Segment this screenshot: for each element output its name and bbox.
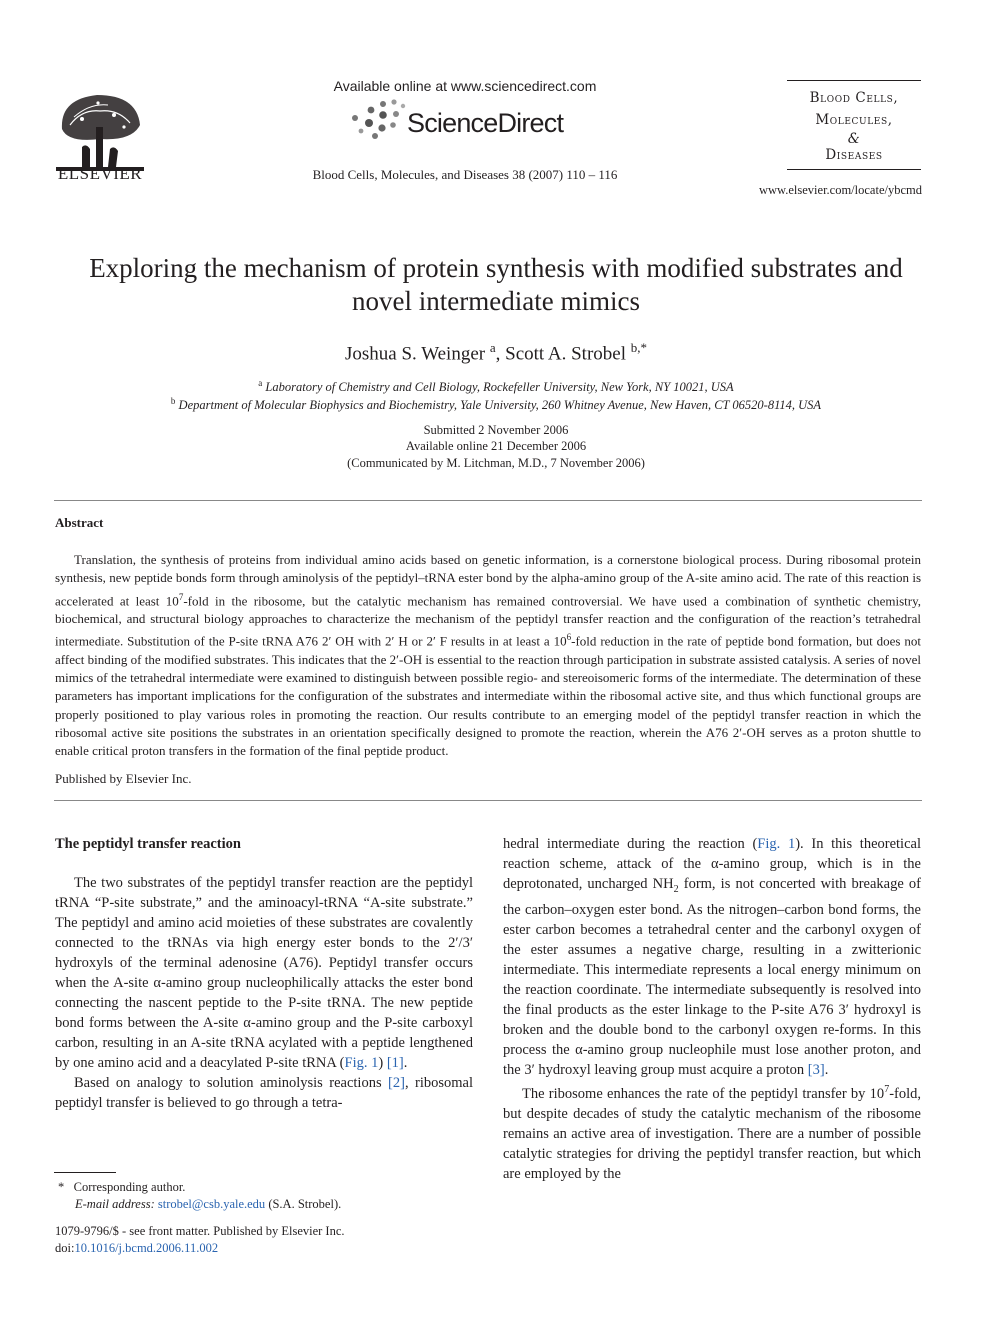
footnote-text: Corresponding author.	[73, 1180, 186, 1194]
divider-bottom	[54, 800, 922, 801]
affil-mark: b	[170, 396, 176, 406]
author-affil-mark: b,*	[630, 340, 647, 355]
figure-link[interactable]: Fig. 1	[344, 1055, 379, 1071]
communicated-line: (Communicated by M. Litchman, M.D., 7 November 2006)	[347, 456, 645, 470]
body-text: form, is not concerted with breakage of the carbon–oxygen ester bond. As the nitrogen–carbon bond forms, the ester carbon becomes a tetrahedral center and the carbonyl oxygen of the ester assumes a negative charge, resulting in a zwitterionic intermediate. This intermediate represents a local energy minimum on the reaction coordinate. The intermediate subsequently is resolved into the final products as the ester linkage to the P-site A76 3′ hydroxyl is broken and the double bond to the carbonyl oxygen re-forms. In this process the α-amino group nucleophile must lose another proton, and the 3′ hydroxyl leaving group must acquire a proton	[503, 876, 921, 1078]
affil-mark: a	[258, 378, 263, 388]
right-column	[503, 834, 921, 1184]
body-text: )	[378, 1055, 387, 1071]
figure-link[interactable]: Fig. 1	[757, 836, 796, 852]
reference-link[interactable]: [3]	[807, 1061, 825, 1078]
available-online-text: Available online at www.sciencedirect.com	[333, 78, 597, 94]
author-separator: ,	[495, 343, 506, 365]
journal-url-link[interactable]: www.elsevier.com/locate/ybcmd	[758, 183, 922, 197]
email-owner: (S.A. Strobel).	[265, 1196, 342, 1211]
affil-text: Laboratory of Chemistry and Cell Biology, Rockefeller University, New York, NY 10021, USA	[265, 380, 734, 395]
issn-line: 1079-9796/$ - see front matter. Published by Elsevier Inc.	[55, 1224, 345, 1238]
publisher-name: ELSEVIER	[57, 164, 143, 183]
section-heading: The peptidyl transfer reaction	[55, 836, 241, 852]
author-list	[40, 340, 952, 365]
journal-line-2: Molecules,	[815, 112, 893, 128]
footnote-mark: *	[58, 1180, 65, 1194]
body-text: The two substrates of the peptidyl transfer reaction are the peptidyl tRNA “P-site substrate,” and the aminoacyl-tRNA “A-site substrate.” The peptidyl and amino acid moieties of these substrates are covalently connected to the tRNAs via high energy ester bonds to the 2′/3′ hydroxyls of the terminal adenosine (A76). Peptidyl transfer occurs when the A-site α-amino group nucleophilically attacks the ester bond connecting the nascent peptide to the P-site tRNA. The new peptide bond forms between the A-site α-amino group and the P-site carboxyl carbon, resulting in an A-site tRNA acylated with a peptide lengthened by one amino acid and a deacylated P-site tRNA (	[55, 875, 473, 1071]
author-name: Scott A. Strobel	[505, 343, 626, 365]
abstract-body	[55, 551, 921, 760]
abstract-text: -fold reduction in the rate of peptide bond formation, but does not affect binding of the modified substrates. This indicates that the 2′-OH is essential to the reaction through participation in substrate assisted catalysis. A series of novel mimics of the tetrahedral intermediate were examined to distinguish between possible regio- and stereoisomeric forms of the intermediate. The determination of these parameters has important implications for the configuration of the substrates and intermediate within the ribosomal active site, and thus which functional groups are properly positioned to play various roles in promoting the reaction. Our results contribute to an emerging model of the peptidyl transfer reaction in which the ribosomal active site positions the substrates in an orientation specifically designed to promote the reaction, wherein the A76 2′-OH serves as a proton shuttle to enable critical proton transfers in the formation of the final peptide product.	[55, 633, 921, 759]
body-text: The ribosome enhances the rate of the peptidyl transfer by 10	[522, 1085, 885, 1102]
body-paragraph	[55, 873, 473, 1073]
body-text: Based on analogy to solution aminolysis reactions	[74, 1075, 389, 1091]
email-label: E-mail address:	[75, 1196, 155, 1211]
reference-link[interactable]: [2]	[388, 1075, 405, 1091]
abstract-sup: 6	[566, 632, 572, 643]
sciencedirect-wordmark: ScienceDirect	[407, 108, 564, 138]
left-column	[55, 834, 473, 1113]
email-link[interactable]: strobel@csb.yale.edu	[157, 1196, 266, 1211]
journal-logo	[787, 80, 921, 170]
title-line-1: Exploring the mechanism of protein synthesis with modified substrates and	[89, 253, 903, 283]
body-paragraph	[55, 1073, 473, 1113]
abstract-sup: 7	[178, 591, 184, 602]
journal-line-4: Diseases	[825, 147, 883, 163]
journal-line-1: Blood Cells,	[809, 90, 899, 106]
body-text: .	[824, 1061, 829, 1078]
published-by: Published by Elsevier Inc.	[55, 771, 192, 786]
divider-top	[54, 500, 922, 501]
article-title	[40, 252, 952, 318]
journal-citation: Blood Cells, Molecules, and Diseases 38 (2007) 110 – 116	[312, 167, 618, 182]
affiliation-b	[40, 396, 952, 413]
body-text: -fold, but despite decades of study the catalytic mechanism of the ribosome remains an active area of investigation. There are a number of possible catalytic strategies for driving the peptidyl transfer reaction, but which are employed by the	[503, 1085, 921, 1182]
abstract-text: Translation, the synthesis of proteins from individual amino acids based on genetic information, is a cornerstone biological process. During ribosomal protein synthesis, new peptide bonds form through aminolysis of the peptidyl–tRNA ester bond by the alpha-amino group of the A-site amino acid. The rate of this reaction is accelerated at least 10	[55, 552, 921, 608]
affiliation-a	[40, 378, 952, 395]
doi-link[interactable]: 10.1016/j.bcmd.2006.11.002	[74, 1241, 219, 1255]
body-paragraph	[503, 1080, 921, 1184]
reference-link[interactable]: [1]	[386, 1055, 404, 1071]
submitted-date: Submitted 2 November 2006	[423, 423, 569, 437]
superscript: 7	[884, 1083, 890, 1095]
body-text: ). In this theoretical reaction scheme, attack of the α-amino group, which is in the deprotonated, uncharged NH	[503, 836, 921, 892]
front-matter-info	[55, 1223, 345, 1257]
abstract-text: -fold in the ribosome, but the catalytic mechanism has remained controversial. We have used a combination of synthetic chemistry, biochemical, and structural biology approaches to characterize the mechanism of the peptidyl transfer reaction and the configuration of the reaction’s tetrahedral intermediate. Substitution of the P-site tRNA A76 2′ OH with 2′ H or 2′ F results in at least a 10	[55, 592, 921, 649]
body-text: .	[403, 1055, 408, 1071]
subscript: 2	[673, 883, 679, 895]
affil-text: Department of Molecular Biophysics and Biochemistry, Yale University, 260 Whitney Avenue, New Haven, CT 06520-8114, USA	[178, 398, 822, 413]
footnote	[58, 1179, 341, 1212]
doi-label: doi:	[55, 1241, 75, 1255]
journal-line-3: &	[847, 131, 861, 147]
author-name: Joshua S. Weinger	[345, 343, 486, 365]
abstract-heading: Abstract	[55, 515, 104, 530]
footnote-rule	[54, 1172, 116, 1173]
body-paragraph	[503, 834, 921, 1080]
author-affil-mark: a	[489, 340, 496, 355]
body-text: hedral intermediate during the reaction (	[503, 836, 758, 852]
available-date: Available online 21 December 2006	[405, 439, 587, 453]
title-line-2: novel intermediate mimics	[352, 286, 640, 316]
body-text: , ribosomal peptidyl transfer is believed to go through a tetra-	[55, 1075, 474, 1111]
